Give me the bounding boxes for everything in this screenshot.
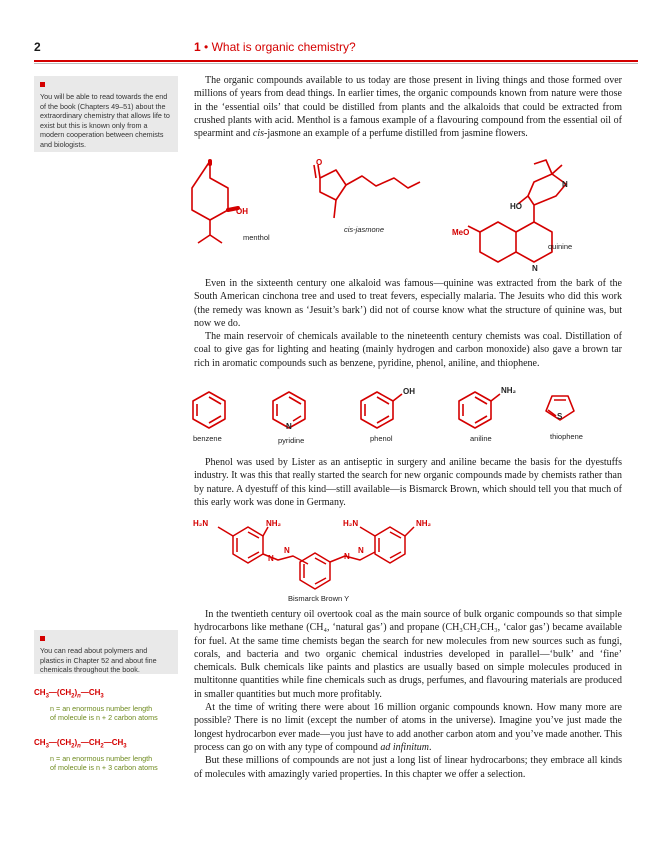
- formula-part: (CH: [56, 738, 72, 747]
- phenol-oh-group: OH: [403, 387, 415, 396]
- formula-subscript: 2: [71, 693, 75, 700]
- bismarck-h2n-left: H₂N: [193, 519, 209, 528]
- azo-n-4: N: [358, 546, 364, 555]
- pyridine-label: pyridine: [278, 436, 305, 445]
- formula-part: ): [74, 738, 78, 747]
- formula-part: ): [74, 688, 78, 697]
- bismarck-nh2-left: NH₂: [266, 519, 282, 528]
- quinine-ho-label: HO: [510, 202, 522, 211]
- benzene-label: benzene: [193, 434, 222, 443]
- linear-hydrocarbon-formula-2: $CH_3—(CH_2)_n—CH_2—CH_3$: [34, 738, 127, 750]
- aniline-nh2-group: NH₂: [501, 386, 517, 395]
- cis-jasmone-label: cis-jasmone: [344, 225, 385, 234]
- sixteen-million-paragraph: [194, 701, 622, 754]
- menthol-oh-label: OH: [236, 207, 248, 216]
- coal-paragraph: The main reservoir of chemicals available to the nineteenth century chemists was coal. Distillation of coal to give gas for lighting and heating (mainly hydrogen and carbon monoxide) also gave a brown tar rich in aromatic compounds such as benzene, pyridine, phenol, aniline, and thiophene.: [194, 331, 622, 369]
- formula-subscript: 2: [71, 743, 75, 750]
- formula-subscript: 2: [100, 743, 104, 750]
- paragraph-text: .: [428, 741, 432, 753]
- formula-n: n: [77, 693, 81, 700]
- aniline-label: aniline: [470, 434, 492, 443]
- note-marker: [40, 636, 45, 641]
- paragraph-text: Phenol was used by Lister as an antiseptic in surgery and aniline became the basis for the dyestuffs industry. It was this that really started the search for new organic compounds made by chemists rather than by nature. A dyestuff of this kind—still available—is Bismarck Brown, which should tell you that much of this early work was done in Germany.: [194, 457, 622, 508]
- formula-1-note: n = an enormous number length of molecule is n + 2 carbon atoms: [50, 704, 158, 722]
- paragraph-text: At the time of writing there were about 16 million organic compounds known. How many more are possible? There is no limit (except the number of atoms in the universe). Imagine you’ve just made the longest hydrocarbon ever made—you just have to add another carbon atom and you’ve made another. This process can go on with any type of compound: [194, 702, 622, 753]
- formula-part: (CH: [56, 688, 72, 697]
- linear-hydrocarbon-formula-1: $CH_3—(CH_2)_n—CH_3$: [34, 688, 104, 700]
- formula-subscript: 3: [123, 743, 127, 750]
- oil-paragraph: In the twentieth century oil overtook coal as the main source of bulk organic compounds so that simple hydrocarbons like methane (CH₄, ‘natural gas’) and propane (CH₃CH₂CH₃, ‘calor gas’) became available for fuel. At the same time chemists began the search for new molecules from new sources such as fungi, corals, and bacteria and two organic chemical industries developed in parallel—‘bulk’ and ‘fine’ chemicals. Bulk chemicals like paints and plastics are usually based on simple molecules produced in multitonne quantities while fine chemicals such as drugs, perfumes, and flavouring materials are produced in smaller quantities but much more profitably.: [194, 609, 622, 700]
- chapter-title: What is organic chemistry?: [211, 40, 356, 54]
- quinine-label: quinine: [548, 242, 573, 251]
- formula-subscript: 3: [45, 743, 49, 750]
- margin-note-text: You can read about polymers and plastics in Chapter 52 and about fine chemicals throughout the book.: [40, 646, 157, 674]
- azo-n-2: N: [284, 546, 290, 555]
- paragraph-text: The organic compounds available to us today are those present in living things and those formed over millions of years from dead things. In earlier times, the organic compounds known from nature were those in the ‘essential oils’ that could be distilled from plants and the alkaloids that could be extracted from crushed plants with acid. Menthol is a famous example of a flavouring compound from the essential oil of spearmint and: [194, 75, 622, 140]
- closing-paragraph: But these millions of compounds are not just a long list of linear hydrocarbons; they embrace all kinds of molecules with amazingly varied properties. In this chapter we offer a selection.: [194, 755, 622, 780]
- formula-part: CH: [34, 688, 46, 697]
- quinine-meo-label: MeO: [452, 228, 470, 237]
- formula-subscript: 3: [100, 693, 104, 700]
- chapter-number: 1: [194, 40, 201, 54]
- pyridine-n-atom: N: [286, 422, 292, 431]
- quinine-n-label: N: [532, 264, 538, 273]
- azo-n-3: N: [344, 552, 350, 561]
- margin-note-text: You will be able to read towards the end of the book (Chapters 49–51) about the extraordinary chemistry that allows life to exist but this is known only from a modern cooperation between chemists and biologists.: [40, 92, 170, 149]
- chapter-separator: •: [204, 40, 209, 54]
- italic-text: ad infinitum: [380, 741, 429, 753]
- quinine-paragraph: Even in the sixteenth century one alkaloid was famous—quinine was extracted from the bark of the South American cinchona tree and used to treat fevers, especially malaria. The Jesuits who did this work (the remedy was known as ‘Jesuit’s bark’) did not of course know what the structure of quinine was, but now we do.: [194, 278, 622, 329]
- bismarck-h2n-right: H₂N: [343, 519, 359, 528]
- formula-part: CH: [88, 738, 101, 747]
- formula-part: CH: [111, 738, 124, 747]
- paragraph-text: -jasmone an example of a perfume distilled from jasmine flowers.: [263, 128, 528, 140]
- formula-part: CH: [34, 738, 46, 747]
- formula-part: CH: [88, 688, 101, 697]
- page-number: 2: [34, 40, 41, 54]
- formula-subscript: 3: [45, 693, 49, 700]
- formula-2-note: n = an enormous number length of molecule is n + 3 carbon atoms: [50, 754, 158, 772]
- thiophene-label: thiophene: [550, 432, 583, 441]
- jasmone-o-label: O: [316, 158, 323, 167]
- italic-text: cis: [252, 128, 264, 140]
- margin-note-polymers: [34, 630, 178, 674]
- thiophene-s-atom: S: [557, 412, 563, 421]
- bismarck-nh2-right: NH₂: [416, 519, 432, 528]
- phenol-label: phenol: [370, 434, 393, 443]
- bismarck-brown-label: Bismarck Brown Y: [288, 594, 350, 603]
- formula-n: n: [77, 743, 81, 750]
- azo-n-1: N: [268, 554, 274, 563]
- menthol-label: menthol: [243, 233, 270, 242]
- modern-chemistry-paragraphs: [194, 608, 622, 781]
- quinine-bridge-n-label: N: [562, 180, 568, 189]
